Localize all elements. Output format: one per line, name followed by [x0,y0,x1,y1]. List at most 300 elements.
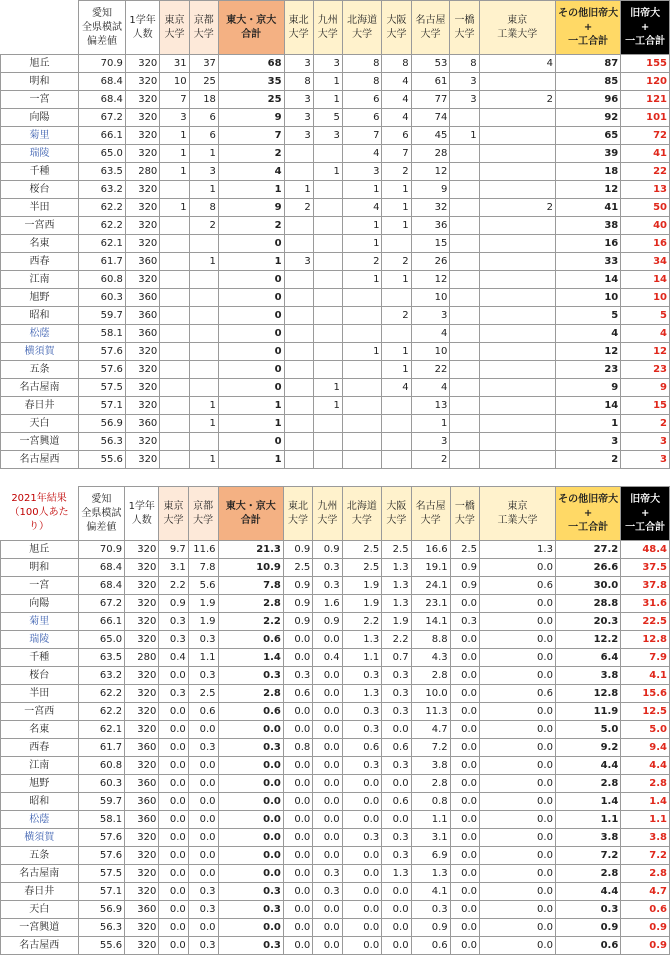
hokkaido-cell [342,325,382,343]
header-tokyo: 東京 大学 [159,487,188,541]
hitotsubashi-cell: 0.0 [450,883,479,901]
deviation-cell: 67.2 [78,595,125,613]
kyushu-cell: 1 [313,163,342,181]
osaka-cell: 2.2 [382,631,411,649]
school-name-cell: 旭野 [1,775,79,793]
tohoku-cell [284,343,313,361]
students-cell: 320 [125,145,159,163]
tokyo-kyoto-total-cell: 2 [218,145,284,163]
tokyo-kyoto-total-cell: 0 [218,271,284,289]
kyushu-cell: 0.0 [313,685,342,703]
tokyo-kyoto-total-cell: 0 [218,379,284,397]
titech-cell [479,253,555,271]
nagoya-cell: 4.7 [411,721,450,739]
tohoku-cell [284,451,313,469]
tokyo-cell [160,307,189,325]
tokyo-kyoto-total-cell: 0.0 [218,919,283,937]
hokkaido-cell: 0.0 [342,919,382,937]
tohoku-cell: 0.0 [283,721,312,739]
table-row [1,91,670,109]
students-cell: 320 [125,865,159,883]
osaka-cell: 1.3 [382,577,411,595]
tohoku-cell [284,271,313,289]
hokkaido-cell: 0.0 [342,865,382,883]
other-imperial-cell: 20.3 [555,613,620,631]
tokyo-cell: 0.0 [159,811,188,829]
other-imperial-cell: 0.3 [555,901,620,919]
titech-cell [479,451,555,469]
other-imperial-cell: 96 [555,91,620,109]
tokyo-cell: 0.3 [159,631,188,649]
kyoto-cell: 8 [189,199,218,217]
other-imperial-cell: 27.2 [555,541,620,559]
tokyo-kyoto-total-cell: 35 [218,73,284,91]
nagoya-cell: 13 [411,397,450,415]
header-nagoya: 名古屋 大学 [411,487,450,541]
kyushu-cell: 0.0 [313,739,342,757]
header-kyoto: 京都 大学 [189,1,218,55]
header-osaka: 大阪 大学 [382,487,411,541]
imperial-total-cell: 2.8 [621,865,670,883]
hitotsubashi-cell: 0.0 [450,847,479,865]
tokyo-kyoto-total-cell: 0 [218,325,284,343]
imperial-total-cell: 5.0 [621,721,670,739]
table-row [1,379,670,397]
other-imperial-cell: 14 [555,271,620,289]
kyoto-cell: 0.3 [188,631,218,649]
tohoku-cell: 0.0 [283,649,312,667]
school-name-cell: 名東 [1,235,79,253]
school-name-cell: 菊里 [1,127,79,145]
school-name-cell: 千種 [1,649,79,667]
osaka-cell: 1 [382,181,411,199]
tohoku-cell [284,361,313,379]
school-name-cell: 千種 [1,163,79,181]
titech-cell: 0.0 [480,811,556,829]
titech-cell: 0.0 [480,667,556,685]
kyoto-cell [189,361,218,379]
nagoya-cell: 9 [411,181,450,199]
hokkaido-cell: 1.9 [342,577,382,595]
titech-cell: 0.0 [480,649,556,667]
tokyo-kyoto-total-cell: 1 [218,451,284,469]
school-name-cell: 横須賀 [1,343,79,361]
hitotsubashi-cell: 0.0 [450,685,479,703]
kyushu-cell: 5 [313,109,342,127]
kyoto-cell: 0.0 [188,775,218,793]
students-cell: 320 [125,703,159,721]
table-row [1,757,670,775]
table-row [1,433,670,451]
table-row [1,127,670,145]
imperial-total-cell: 48.4 [621,541,670,559]
tokyo-kyoto-total-cell: 0.0 [218,757,283,775]
students-cell: 320 [125,271,159,289]
tohoku-cell: 3 [284,91,313,109]
other-imperial-cell: 65 [555,127,620,145]
kyoto-cell: 0.0 [188,829,218,847]
tokyo-kyoto-total-cell: 9 [218,199,284,217]
imperial-total-cell: 40 [621,217,670,235]
nagoya-cell: 2 [411,451,450,469]
kyushu-cell [313,415,342,433]
osaka-cell [382,289,411,307]
kyoto-cell: 0.3 [188,667,218,685]
tokyo-cell: 0.4 [159,649,188,667]
kyoto-cell: 0.0 [188,721,218,739]
students-cell: 320 [125,127,159,145]
header-tokyo-kyoto-total: 東大・京大 合計 [218,487,283,541]
hitotsubashi-cell [450,343,479,361]
school-name-cell: 天白 [1,901,79,919]
table-row [1,361,670,379]
deviation-cell: 56.3 [78,919,125,937]
other-imperial-cell: 12 [555,343,620,361]
tokyo-kyoto-total-cell: 25 [218,91,284,109]
tokyo-cell: 0.0 [159,865,188,883]
kyoto-cell [189,271,218,289]
kyushu-cell: 1 [313,91,342,109]
nagoya-cell: 3.8 [411,757,450,775]
osaka-cell: 1 [382,361,411,379]
deviation-cell: 66.1 [78,613,125,631]
tokyo-kyoto-total-cell: 1.4 [218,649,283,667]
tokyo-cell: 0.3 [159,613,188,631]
tokyo-kyoto-total-cell: 0.0 [218,865,283,883]
hokkaido-cell: 3 [342,163,382,181]
tokyo-kyoto-total-cell: 0.0 [218,721,283,739]
imperial-total-cell: 37.5 [621,559,670,577]
tokyo-cell: 3.1 [159,559,188,577]
tohoku-cell: 2.5 [283,559,312,577]
table-row [1,73,670,91]
school-name-cell: 松蔭 [1,811,79,829]
hokkaido-cell: 0.3 [342,829,382,847]
students-cell: 320 [125,919,159,937]
hitotsubashi-cell [450,361,479,379]
deviation-cell: 70.9 [78,541,125,559]
deviation-cell: 60.3 [79,289,126,307]
kyoto-cell [189,235,218,253]
tokyo-kyoto-total-cell: 2.8 [218,595,283,613]
hokkaido-cell: 0.0 [342,793,382,811]
tohoku-cell: 0.0 [283,811,312,829]
kyoto-cell: 6 [189,127,218,145]
titech-cell [479,289,555,307]
students-cell: 360 [125,415,159,433]
osaka-cell: 0.3 [382,667,411,685]
tokyo-kyoto-total-cell: 0.0 [218,847,283,865]
tohoku-cell: 0.0 [283,793,312,811]
hitotsubashi-cell [450,271,479,289]
osaka-cell: 0.3 [382,847,411,865]
kyoto-cell: 1.9 [188,613,218,631]
school-name-cell: 名古屋西 [1,451,79,469]
titech-cell [479,361,555,379]
titech-cell [479,217,555,235]
nagoya-cell: 1 [411,415,450,433]
students-cell: 320 [125,397,159,415]
kyoto-cell: 0.0 [188,919,218,937]
hokkaido-cell: 4 [342,199,382,217]
school-name-cell: 天白 [1,415,79,433]
hokkaido-cell: 2 [342,253,382,271]
tokyo-cell [160,361,189,379]
kyushu-cell: 0.3 [313,559,342,577]
hokkaido-cell: 0.0 [342,775,382,793]
table-row [1,109,670,127]
titech-cell: 0.0 [480,775,556,793]
other-imperial-cell: 2.8 [555,775,620,793]
deviation-cell: 55.6 [79,451,126,469]
nagoya-cell: 53 [411,55,450,73]
titech-cell: 0.0 [480,595,556,613]
header-nagoya: 名古屋 大学 [411,1,450,55]
imperial-total-cell: 12.8 [621,631,670,649]
tohoku-cell [284,235,313,253]
other-imperial-cell: 16 [555,235,620,253]
tokyo-kyoto-total-cell: 0 [218,235,284,253]
school-name-cell: 一宮興道 [1,433,79,451]
titech-cell: 0.0 [480,919,556,937]
imperial-total-cell: 10 [621,289,670,307]
titech-cell [479,433,555,451]
imperial-total-cell: 5 [621,307,670,325]
hitotsubashi-cell [450,415,479,433]
kyushu-cell [313,361,342,379]
deviation-cell: 65.0 [78,631,125,649]
hitotsubashi-cell: 8 [450,55,479,73]
kyoto-cell: 0.0 [188,865,218,883]
header-imperial-total: 旧帝大 + 一工合計 [621,1,670,55]
school-name-cell: 向陽 [1,595,79,613]
nagoya-cell: 2.8 [411,775,450,793]
osaka-cell: 1.3 [382,559,411,577]
students-cell: 320 [125,577,159,595]
table-row [1,343,670,361]
kyushu-cell: 0.0 [313,667,342,685]
students-cell: 280 [125,649,159,667]
header-hokkaido: 北海道 大学 [342,487,382,541]
deviation-cell: 68.4 [78,559,125,577]
hokkaido-cell: 0.3 [342,703,382,721]
tokyo-cell: 0.0 [159,901,188,919]
tohoku-cell [284,415,313,433]
tokyo-cell [160,433,189,451]
tokyo-cell: 0.0 [159,829,188,847]
kyoto-cell: 5.6 [188,577,218,595]
hokkaido-cell [342,451,382,469]
kyoto-cell: 11.6 [188,541,218,559]
deviation-cell: 56.9 [78,901,125,919]
table-row [1,451,670,469]
students-cell: 320 [125,109,159,127]
titech-cell [479,127,555,145]
other-imperial-cell: 11.9 [555,703,620,721]
header-deviation: 愛知 全県模試 偏差値 [79,1,126,55]
hitotsubashi-cell [450,181,479,199]
other-imperial-cell: 3 [555,433,620,451]
deviation-cell: 62.2 [79,199,126,217]
header-students: 1学年 人数 [125,487,159,541]
hokkaido-cell: 0.6 [342,739,382,757]
titech-cell: 2 [479,91,555,109]
kyoto-cell: 0.0 [188,757,218,775]
tokyo-kyoto-total-cell: 0.0 [218,829,283,847]
imperial-total-cell: 2 [621,415,670,433]
students-cell: 360 [125,775,159,793]
kyushu-cell [313,433,342,451]
hokkaido-cell: 1 [342,271,382,289]
imperial-total-cell: 0.9 [621,919,670,937]
school-name-cell: 一宮 [1,91,79,109]
tokyo-cell: 0.0 [159,919,188,937]
titech-cell [479,73,555,91]
kyoto-cell: 0.0 [188,811,218,829]
tokyo-kyoto-total-cell: 68 [218,55,284,73]
titech-cell: 0.0 [480,631,556,649]
tokyo-cell: 0.0 [159,775,188,793]
kyushu-cell: 0.0 [313,721,342,739]
hokkaido-cell: 1 [342,343,382,361]
tokyo-cell: 7 [160,91,189,109]
osaka-cell: 0.0 [382,919,411,937]
hokkaido-cell: 0.0 [342,937,382,955]
tokyo-cell: 0.0 [159,937,188,955]
hitotsubashi-cell [450,325,479,343]
hitotsubashi-cell [450,379,479,397]
tohoku-cell [284,379,313,397]
kyoto-cell: 1 [189,415,218,433]
deviation-cell: 63.2 [79,181,126,199]
kyushu-cell: 3 [313,127,342,145]
deviation-cell: 61.7 [78,739,125,757]
tokyo-cell: 0.0 [159,721,188,739]
tohoku-cell: 0.0 [283,757,312,775]
hitotsubashi-cell: 0.0 [450,631,479,649]
tokyo-cell: 3 [160,109,189,127]
kyushu-cell [313,343,342,361]
header-row [1,1,670,55]
imperial-total-cell: 12 [621,343,670,361]
tokyo-kyoto-total-cell: 0.6 [218,703,283,721]
students-cell: 320 [125,361,159,379]
deviation-cell: 63.2 [78,667,125,685]
other-imperial-cell: 39 [555,145,620,163]
imperial-total-cell: 1.1 [621,811,670,829]
hitotsubashi-cell [450,289,479,307]
imperial-total-cell: 16 [621,235,670,253]
tokyo-cell: 0.0 [159,847,188,865]
osaka-cell: 0.3 [382,703,411,721]
deviation-cell: 59.7 [79,307,126,325]
hokkaido-cell: 0.0 [342,811,382,829]
students-cell: 320 [125,451,159,469]
tokyo-cell: 1 [160,163,189,181]
hokkaido-cell: 2.2 [342,613,382,631]
kyoto-cell: 0.0 [188,793,218,811]
osaka-cell: 0.7 [382,649,411,667]
titech-cell [479,163,555,181]
hitotsubashi-cell [450,451,479,469]
imperial-total-cell: 9 [621,379,670,397]
header-hitotsubashi: 一橋 大学 [450,1,479,55]
nagoya-cell: 36 [411,217,450,235]
tokyo-kyoto-total-cell: 0.3 [218,883,283,901]
hitotsubashi-cell: 0.0 [450,703,479,721]
other-imperial-cell: 4 [555,325,620,343]
school-name-cell: 向陽 [1,109,79,127]
nagoya-cell: 12 [411,271,450,289]
osaka-cell: 1.3 [382,865,411,883]
table-row [1,937,670,955]
osaka-cell: 0.0 [382,883,411,901]
deviation-cell: 57.5 [79,379,126,397]
kyushu-cell: 0.9 [313,541,342,559]
osaka-cell: 0.3 [382,685,411,703]
titech-cell: 0.0 [480,703,556,721]
imperial-total-cell: 4 [621,325,670,343]
deviation-cell: 57.6 [78,847,125,865]
tohoku-cell: 8 [284,73,313,91]
imperial-total-cell: 7.2 [621,847,670,865]
osaka-cell: 1.3 [382,595,411,613]
header-tokyo: 東京 大学 [160,1,189,55]
hokkaido-cell: 1.1 [342,649,382,667]
titech-cell: 0.0 [480,865,556,883]
osaka-cell: 0.0 [382,937,411,955]
hokkaido-cell [342,361,382,379]
tohoku-cell [284,325,313,343]
tohoku-cell [284,289,313,307]
hitotsubashi-cell: 2.5 [450,541,479,559]
hitotsubashi-cell: 0.0 [450,721,479,739]
osaka-cell: 6 [382,127,411,145]
osaka-cell: 8 [382,55,411,73]
titech-cell: 0.0 [480,721,556,739]
imperial-total-cell: 155 [621,55,670,73]
titech-cell: 0.0 [480,829,556,847]
tokyo-kyoto-total-cell: 0 [218,343,284,361]
osaka-cell [382,397,411,415]
tokyo-kyoto-total-cell: 0.3 [218,901,283,919]
other-imperial-cell: 4.4 [555,757,620,775]
students-cell: 360 [125,253,159,271]
nagoya-cell: 23.1 [411,595,450,613]
deviation-cell: 63.5 [78,649,125,667]
students-cell: 320 [125,631,159,649]
deviation-cell: 57.6 [79,343,126,361]
hokkaido-cell: 4 [342,145,382,163]
tohoku-cell [284,145,313,163]
nagoya-cell: 15 [411,235,450,253]
tokyo-cell [160,415,189,433]
other-imperial-cell: 9 [555,379,620,397]
tokyo-kyoto-total-cell: 1 [218,253,284,271]
deviation-cell: 62.2 [78,685,125,703]
titech-cell [479,415,555,433]
students-cell: 320 [125,217,159,235]
osaka-cell: 0.0 [382,775,411,793]
deviation-cell: 68.4 [79,91,126,109]
table-row [1,649,670,667]
tokyo-cell [160,379,189,397]
imperial-total-cell: 22.5 [621,613,670,631]
nagoya-cell: 3 [411,433,450,451]
tokyo-cell [160,181,189,199]
deviation-cell: 56.9 [79,415,126,433]
tokyo-cell: 0.0 [159,883,188,901]
